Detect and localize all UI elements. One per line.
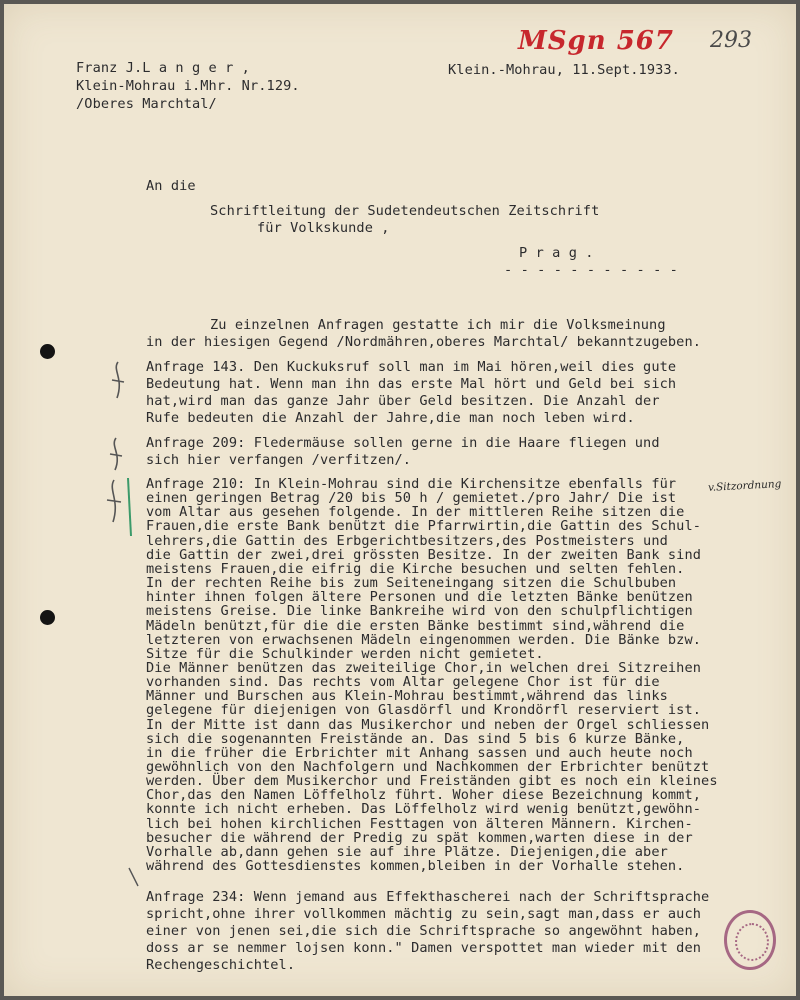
anfrage-210-line: Anfrage 210: In Klein-Mohrau sind die Kirchensitze ebenfalls für: [146, 476, 677, 492]
anfrage-209-line: Anfrage 209: Fledermäuse sollen gerne in die Haare fliegen und: [146, 435, 660, 451]
anfrage-210-line: Chor,das den Namen Löffelholz führt. Woher diese Bezeichnung kommt,: [146, 787, 702, 804]
archive-stamp: [724, 910, 776, 970]
anfrage-143-line: Anfrage 143. Den Kuckuksruf soll man im Mai hören,weil dies gute: [146, 359, 677, 375]
anfrage-210-line: meistens Frauen,die eifrig die Kirche besuchen und selten fehlen.: [146, 560, 685, 577]
anfrage-210-line: In der rechten Reihe bis zum Seiteneingang sitzen die Schulbuben: [146, 575, 677, 592]
punch-hole: [40, 610, 55, 625]
recipient-city: P r a g .: [519, 245, 594, 261]
sender-line: /Oberes Marchtal/: [76, 96, 217, 112]
intro-line: Zu einzelnen Anfragen gestatte ich mir die Volksmeinung: [210, 317, 666, 333]
sender-line: Franz J.L a n g e r ,: [76, 60, 250, 76]
recipient-line: Schriftleitung der Sudetendeutschen Zeitschrift: [210, 203, 600, 219]
sender-line: Klein-Mohrau i.Mhr. Nr.129.: [76, 78, 300, 94]
anfrage-210-line: meistens Greise. Die linke Bankreihe wird von den schulpflichtigen: [146, 603, 693, 620]
salutation: An die: [146, 178, 196, 194]
anfrage-210-line: Vorhalle ab,dann gehen sie auf ihre Plätze. Diejenigen,die aber: [146, 843, 668, 860]
archive-signature: MSgn 567: [518, 26, 674, 56]
anfrage-210-line: gewöhnlich von den Nachfolgern und Nachkommen der Erbrichter benützt: [146, 759, 710, 775]
anfrage-210-line: Mädeln benützt,für die die ersten Bänke bestimmt sind,während die: [146, 617, 685, 634]
anfrage-210-line: hinter ihnen folgen ältere Personen und die letzten Bänke benützen: [146, 589, 693, 606]
anfrage-210-line: in die früher die Erbrichter mit Anhang sassen und auch heute noch: [146, 744, 693, 761]
anfrage-210-line: lehrers,die Gattin des Erbgerichtbesitzers,des Postmeisters und: [146, 532, 668, 549]
anfrage-210-line: die Gattin der zwei,drei grössten Besitze. In der zweiten Bank sind: [146, 546, 702, 563]
anfrage-210-line: sich die sogenannten Freistände an. Das sind 5 bis 6 kurze Bänke,: [146, 730, 685, 747]
anfrage-210-line: In der Mitte ist dann das Musikerchor und neben der Orgel schliessen: [146, 716, 710, 733]
anfrage-210-line: vorhanden sind. Das rechts vom Altar gelegene Chor ist für die: [146, 674, 660, 691]
anfrage-210-line: besucher die während der Predig zu spät kommen,warten diese in der: [146, 829, 693, 846]
anfrage-234-line: Rechengeschichtel.: [146, 957, 296, 973]
margin-mark: [108, 360, 128, 400]
margin-mark: [126, 866, 142, 888]
anfrage-210-line: lich bei hohen kirchlichen Festtagen von älteren Männern. Kirchen-: [146, 815, 693, 832]
anfrage-210-line: gelegene für diejenigen von Glasdörfl und Krondörfl reserviert ist.: [146, 702, 702, 719]
recipient-line: für Volkskunde ,: [257, 220, 390, 236]
punch-hole: [40, 344, 55, 359]
anfrage-234-line: Anfrage 234: Wenn jemand aus Effekthascherei nach der Schriftsprache: [146, 889, 710, 905]
anfrage-143-line: Rufe bedeuten die Anzahl der Jahre,die man noch leben wird.: [146, 410, 635, 426]
letter-date: Klein.-Mohrau, 11.Sept.1933.: [448, 62, 680, 78]
intro-line: in der hiesigen Gegend /Nordmähren,oberes Marchtal/ bekanntzugeben.: [146, 334, 702, 350]
margin-note: v.Sitzordnung: [707, 478, 782, 494]
margin-mark: [106, 436, 126, 472]
anfrage-210-line: Frauen,die erste Bank benützt die Pfarrwirtin,die Gattin des Schul-: [146, 518, 702, 535]
anfrage-234-line: spricht,ohne ihrer vollkommen mächtig zu sein,sagt man,dass er auch: [146, 906, 702, 922]
folio-number: 293: [710, 28, 752, 53]
anfrage-210-line: einen geringen Betrag /20 bis 50 h / gemietet./pro Jahr/ Die ist: [146, 490, 677, 507]
anfrage-210-line: vom Altar aus gesehen folgende. In der mittleren Reihe sitzen die: [146, 504, 685, 521]
anfrage-210-line: konnte ich nicht erheben. Das Löffelholz wird wenig benützt,gewöhn-: [146, 801, 702, 818]
anfrage-210-line: während des Gottesdienstes kommen,bleiben in der Vorhalle stehen.: [146, 858, 685, 875]
anfrage-209-line: sich hier verfangen /verfitzen/.: [146, 452, 412, 468]
city-underline: - - - - - - - - - - -: [504, 262, 678, 278]
anfrage-234-line: einer von jenen sei,die sich die Schriftsprache so angewöhnt haben,: [146, 923, 702, 939]
anfrage-210-line: Männer und Burschen aus Klein-Mohrau bestimmt,während das links: [146, 688, 668, 705]
anfrage-143-line: Bedeutung hat. Wenn man ihn das erste Mal hört und Geld bei sich: [146, 376, 677, 392]
anfrage-234-line: doss ar se nemmer lojsen konn." Damen verspottet man wieder mit den: [146, 940, 702, 956]
anfrage-143-line: hat,wird man das ganze Jahr über Geld besitzen. Die Anzahl der: [146, 393, 660, 409]
anfrage-210-line: Sitze für die Schulkinder werden nicht gemietet.: [146, 645, 544, 662]
anfrage-210-line: letzteren von erwachsenen Mädeln eingenommen werden. Die Bänke bzw.: [146, 631, 702, 648]
margin-mark: [104, 476, 136, 540]
anfrage-210-line: werden. Über dem Musikerchor und Freiständen gibt es noch ein kleines: [146, 773, 718, 790]
anfrage-210-line: Die Männer benützen das zweiteilige Chor,in welchen drei Sitzreihen: [146, 659, 702, 676]
